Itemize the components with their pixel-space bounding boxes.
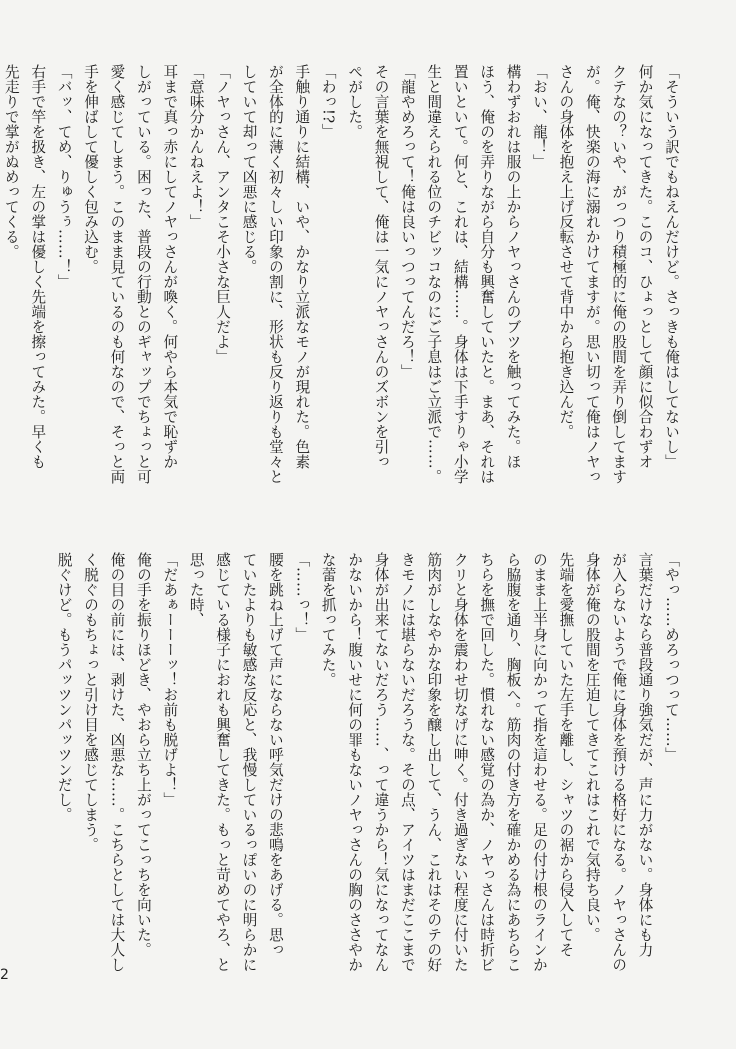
text-line: 身体が出来てないだろう……、って違うから！気になってなん: [372, 552, 390, 972]
text-line: 置いといて。何と、これは、結構……。身体は下手すりゃ小学: [451, 64, 469, 484]
text-line: 「……っ！」: [293, 552, 311, 642]
text-line: 「おい、龍！」: [530, 64, 548, 169]
text-line: 腰を跳ね上げて声にならない呼気だけの悲鳴をあげる。思っ: [266, 552, 284, 957]
text-line: が入らないようで俺に身体を預ける格好になる。ノヤっさんの: [610, 552, 628, 972]
text-line: 何か気になってきた。このコ、ひょっとして顔に似合わずオ: [636, 64, 654, 469]
text-line: 思った時、: [187, 552, 205, 627]
upper-text-block: [2, 64, 684, 519]
text-line: 俺の手を振りほどき、やおら立ち上がってこっちを向いた。: [134, 552, 152, 957]
text-line: ていたよりも敏感な反応と、我慢しているっぽいのに明らかに: [240, 552, 258, 972]
text-line: ほう、俺のを弄りながら自分も興奮していたと。まあ、それは: [478, 64, 496, 484]
text-line: 身体が俺の股間を圧迫してきてこれはこれで気持ち良い。: [583, 552, 601, 942]
text-line: 「意味分かんねえよ！」: [187, 64, 205, 229]
page-number: 2: [0, 967, 9, 983]
text-line: 「バッ、てめ、りゅうぅ……！」: [55, 64, 73, 289]
text-line: 愛く感じてしまう。このまま見ているのも何なので、そっと両: [108, 64, 126, 484]
text-line: 生と間違えられる位のチビッコなのにご子息はご立派で……。: [425, 64, 443, 484]
text-line: 右手で竿を扱き、左の掌は優しく先端を擦ってみた。早くも: [29, 64, 47, 469]
text-line: な蕾を抓ってみた。: [319, 552, 337, 687]
text-line: 「ノヤっさん、アンタこそ小さな巨人だよ」: [214, 64, 232, 364]
text-line: 先走りで掌がぬめってくる。: [2, 64, 20, 259]
text-line: が。俺、快楽の海に溺れかけてますが。思い切って俺はノヤっ: [583, 64, 601, 484]
text-line: さんの身体を抱え上げ反転させて背中から抱き込んだ。: [557, 64, 575, 439]
text-line: その言葉を無視して、俺は一気にノヤっさんのズボンを引っ: [372, 64, 390, 469]
text-line: 感じている様子におれも興奮してきた。もっと苛めてやろ、と: [214, 552, 232, 972]
text-line: 俺の目の前には、剥けた、凶悪な……。こちらとしては大人し: [108, 552, 126, 972]
text-line: ちらを撫で回した。慣れない感覚の為か、ノヤっさんは時折ビ: [478, 552, 496, 972]
text-line: 手を伸ばして優しく包み込む。: [82, 64, 100, 274]
text-line: 先端を愛撫していた左手を離し、シャツの裾から侵入してそ: [557, 552, 575, 957]
text-line: クリと身体を震わせ切なげに呻く。付き過ぎない程度に付いた: [451, 552, 469, 972]
text-line: のまま上半身に向かって指を這わせる。足の付け根のラインか: [530, 552, 548, 972]
text-line: きモノには堪らないだろうな。その点、アイツはまだここまで: [398, 552, 416, 972]
text-line: が全体的に薄く初々しい印象の割に、形状も反り返りも堂々と: [266, 64, 284, 484]
text-line: 構わずおれは服の上からノヤっさんのブツを触ってみた。ほ: [504, 64, 522, 469]
text-line: していて却って凶悪に感じる。: [240, 64, 258, 274]
text-line: く脱ぐのもちょっと引け目を感じてしまう。: [82, 552, 100, 852]
text-line: 「龍やめろって！俺は良いっつってんだろ！」: [398, 64, 416, 379]
text-line: 「そういう訳でもねえんだけど。さっきも俺はしてないし」: [663, 64, 680, 469]
text-line: 言葉だけなら普段通り強気だが、声に力がない。身体にも力: [636, 552, 654, 957]
text-line: 耳まで真っ赤にしてノヤっさんが喚く。何やら本気で恥ずか: [161, 64, 179, 469]
text-line: 「やっ……めろっつって……」: [663, 552, 680, 762]
text-line: しがっている。困った、普段の行動とのギャップでちょっと可: [134, 64, 152, 484]
text-line: かないから！腹いせに何の罪もないノヤっさんの胸のささやか: [346, 552, 364, 972]
text-line: クテなの？いや、がっつり積極的に俺の股間を弄り倒してます: [610, 64, 628, 484]
text-line: 筋肉がしなやかな印象を醸し出して、うん、これはそのテの好: [425, 552, 443, 972]
lower-text-block: [55, 552, 684, 1007]
text-line: 「だあぁーーーッ！お前も脱げよ！」: [161, 552, 179, 807]
text-line: 脱ぐけど。もうパッツンパッツンだし。: [55, 552, 73, 822]
text-line: ぺがした。: [346, 64, 364, 139]
text-line: 手触り通りに結構、いや、かなり立派なモノが現れた。色素: [293, 64, 311, 469]
text-line: ら脇腹を通り、胸板へ。筋肉の付き方を確かめる為にあちらこ: [504, 552, 522, 972]
text-line: 「わっ!?」: [319, 64, 337, 139]
